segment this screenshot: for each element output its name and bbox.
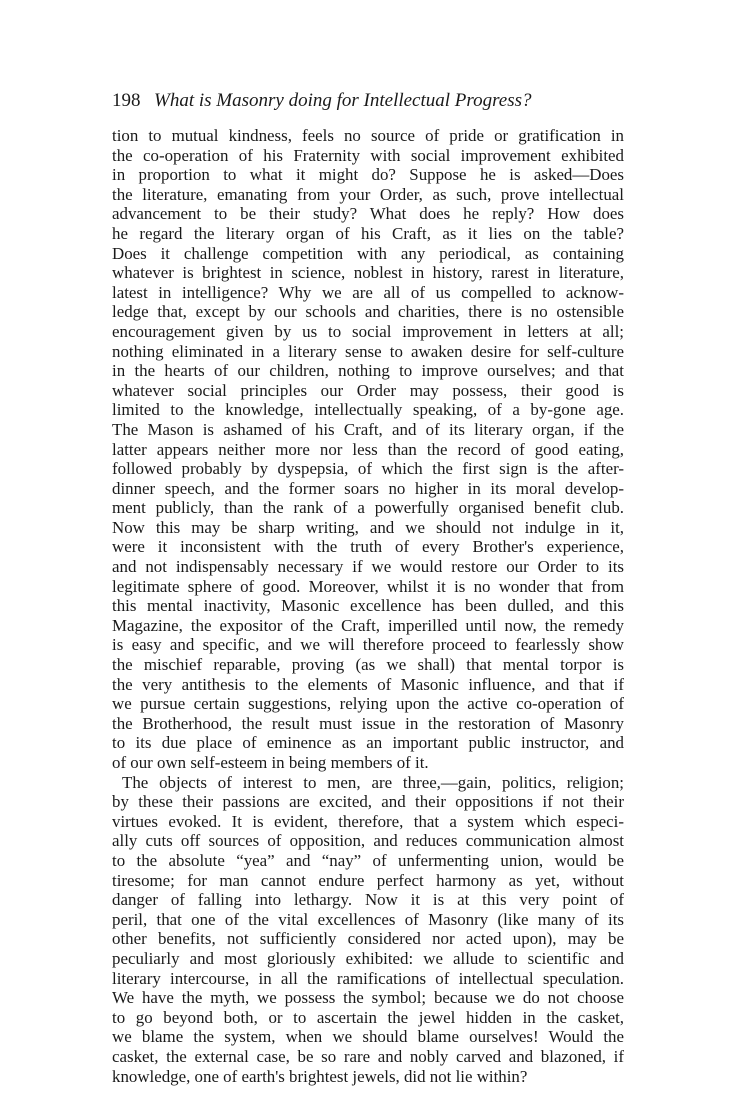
text-line: literary intercourse, in all the ramifications of intellectual speculation. [112,968,624,988]
text-line: ment publicly, than the rank of a powerfully organised benefit club. [112,498,624,518]
text-line: followed probably by dyspepsia, of which the first sign is the after- [112,459,624,479]
text-line: peril, that one of the vital excellences of Masonry (like many of its [112,909,624,929]
text-line: this mental inactivity, Masonic excellence has been dulled, and this [112,596,624,616]
text-line: ledge that, except by our schools and charities, there is no ostensible [112,302,624,322]
text-line: latter appears neither more nor less than the record of good eating, [112,439,624,459]
text-line: The objects of interest to men, are three,—gain, politics, religion; [122,772,624,792]
running-head [112,88,652,114]
text-line: the co-operation of his Fraternity with social improvement exhibited [112,145,624,165]
text-line: Magazine, the expositor of the Craft, imperilled until now, the remedy [112,615,624,635]
text-line: is easy and specific, and we will therefore proceed to fearlessly show [112,635,624,655]
body-text [112,126,624,1086]
text-line: we blame the system, when we should blame ourselves! Would the [112,1027,624,1047]
text-line: in proportion to what it might do? Suppose he is asked—Does [112,165,624,185]
text-line: casket, the external case, be so rare and nobly carved and blazoned, if [112,1046,624,1066]
text-line: the Brotherhood, the result must issue in the restoration of Masonry [112,713,624,733]
text-line: were it inconsistent with the truth of every Brother's experience, [112,537,624,557]
text-line: danger of falling into lethargy. Now it is at this very point of [112,890,624,910]
text-line: whatever is brightest in science, noblest in history, rarest in literature, [112,263,624,283]
text-line: dinner speech, and the former soars no higher in its moral develop- [112,478,624,498]
text-line: We have the myth, we possess the symbol; because we do not choose [112,988,624,1008]
text-line: in the hearts of our children, nothing to improve ourselves; and that [112,361,624,381]
text-line: other benefits, not sufficiently considered nor acted upon), may be [112,929,624,949]
text-line: advancement to be their study? What does he reply? How does [112,204,624,224]
text-line: whatever social principles our Order may possess, their good is [112,380,624,400]
text-line: the mischief reparable, proving (as we shall) that mental torpor is [112,655,624,675]
text-line: nothing eliminated in a literary sense to awaken desire for self-culture [112,341,624,361]
text-line: we pursue certain suggestions, relying upon the active co-operation of [112,694,624,714]
text-line: the literature, emanating from your Order, as such, prove intellectual [112,184,624,204]
text-line: virtues evoked. It is evident, therefore, that a system which especi- [112,811,624,831]
text-line: legitimate sphere of good. Moreover, whilst it is no wonder that from [112,576,624,596]
text-line: Now this may be sharp writing, and we should not indulge in it, [112,517,624,537]
text-line: limited to the knowledge, intellectually speaking, of a by-gone age. [112,400,624,420]
text-line: of our own self-esteem in being members of it. [112,753,429,772]
text-line: and not indispensably necessary if we would restore our Order to its [112,557,624,577]
text-line: latest in intelligence? Why we are all of us compelled to acknow- [112,282,624,302]
text-line: by these their passions are excited, and their oppositions if not their [112,792,624,812]
text-line: ally cuts off sources of opposition, and reduces communication almost [112,831,624,851]
text-line: Does it challenge competition with any periodical, as containing [112,243,624,263]
text-line: encouragement given by us to social improvement in letters at all; [112,321,624,341]
text-line: to the absolute “yea” and “nay” of unfermenting union, would be [112,850,624,870]
text-line: he regard the literary organ of his Craft, as it lies on the table? [112,223,624,243]
paragraph-2 [112,773,624,1087]
text-line: to go beyond both, or to ascertain the jewel hidden in the casket, [112,1007,624,1027]
text-line: tion to mutual kindness, feels no source of pride or gratification in [112,126,624,145]
text-line: peculiarly and most gloriously exhibited: we allude to scientific and [112,948,624,968]
paragraph-1 [112,126,624,773]
text-line: The Mason is ashamed of his Craft, and of its literary organ, if the [112,419,624,439]
running-title: What is Masonry doing for Intellectual Progress? [154,90,532,111]
text-line: knowledge, one of earth's brightest jewels, did not lie within? [112,1066,528,1086]
page-number: 198 [112,90,141,111]
text-line: tiresome; for man cannot endure perfect harmony as yet, without [112,870,624,890]
text-line: to its due place of eminence as an important public instructor, and [112,733,624,753]
text-line: the very antithesis to the elements of Masonic influence, and that if [112,674,624,694]
